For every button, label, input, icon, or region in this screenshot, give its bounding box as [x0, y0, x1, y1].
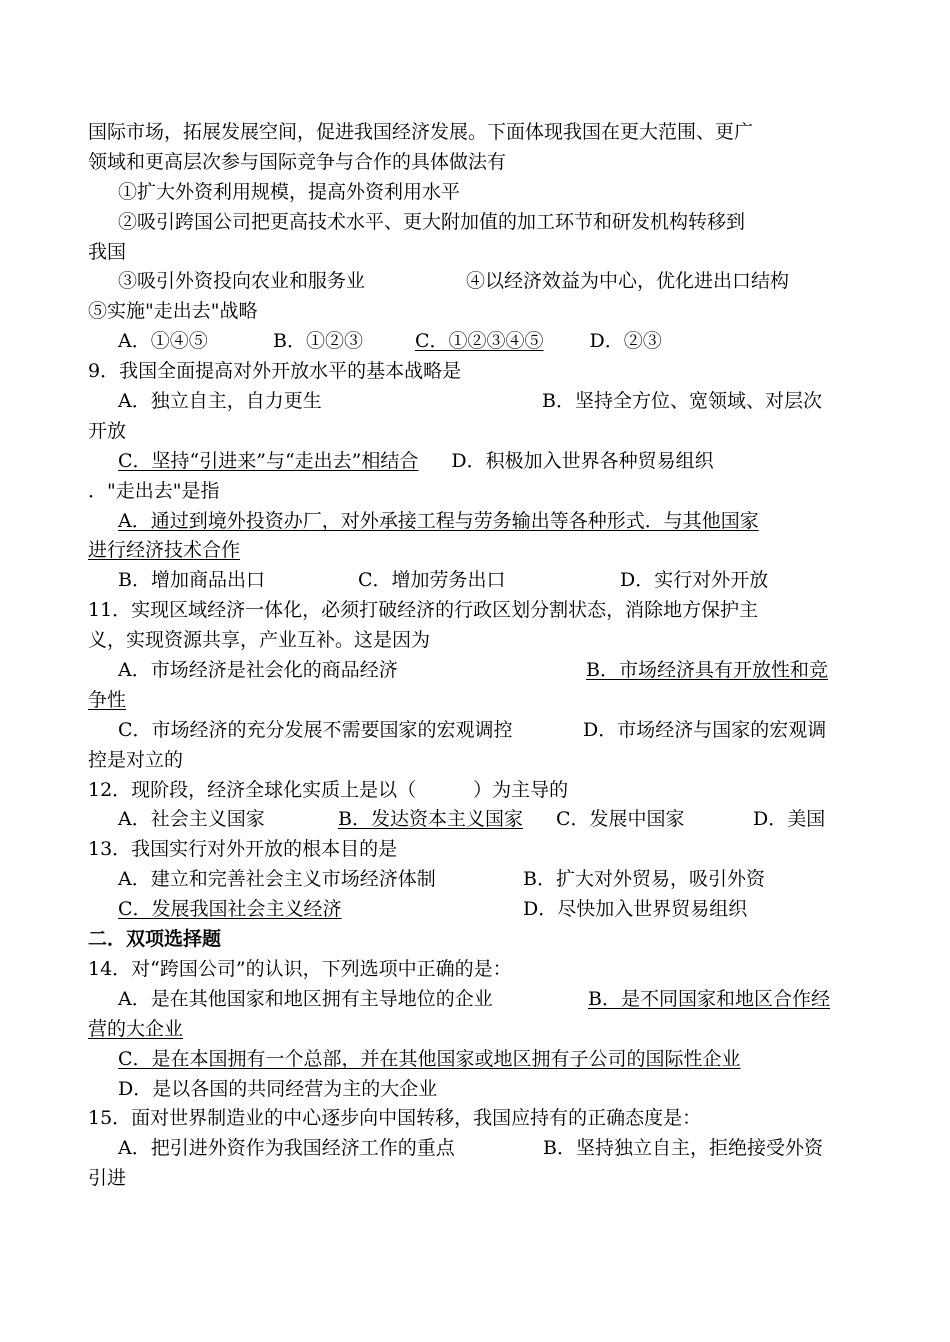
q14-options-ab — [88, 985, 868, 1015]
q8-item-2: ②吸引跨国公司把更高技术水平、更大附加值的加工环节和研发机构转移到 — [118, 210, 746, 233]
q15-option-b: B．坚持独立自主，拒绝接受外资 — [543, 1137, 823, 1160]
section-heading-double-choice: 二．双项选择题 — [88, 928, 222, 951]
q8-stem-line-2: 领域和更高层次参与国际竞争与合作的具体做法有 — [88, 150, 507, 173]
q12-option-d: D．美国 — [752, 808, 826, 831]
q8-items-3-4 — [88, 267, 868, 297]
q13-option-b: B．扩大对外贸易，吸引外资 — [523, 868, 765, 891]
q8-option-b: B．①②③ — [273, 330, 363, 353]
q14-option-b-answer: B．是不同国家和地区合作经 — [588, 987, 830, 1010]
q13-stem: 13．我国实行对外开放的根本目的是 — [88, 838, 398, 861]
q13-option-c-answer: C．发展我国社会主义经济 — [118, 898, 342, 921]
q11-option-b-cont — [88, 686, 868, 716]
q13-option-d: D．尽快加入世界贸易组织 — [523, 898, 748, 921]
q14-option-b-cont — [88, 1015, 868, 1045]
q14-option-a: A．是在其他国家和地区拥有主导地位的企业 — [118, 987, 493, 1010]
q13-options-ab — [88, 865, 868, 895]
q9-option-d: D．积极加入世界各种贸易组织 — [451, 449, 714, 472]
q10-option-a-answer — [88, 507, 868, 537]
q11-option-b-line-2: 争性 — [88, 688, 127, 711]
q14-stem: 14．对“跨国公司”的认识，下列选项中正确的是： — [88, 957, 512, 980]
q13-option-a: A．建立和完善社会主义市场经济体制 — [118, 868, 436, 891]
q9-option-b: B．坚持全方位、宽领域、对层次 — [542, 390, 822, 413]
q11-stem-line-2: 义，实现资源共享，产业互补。这是因为 — [88, 629, 431, 652]
q15-option-a: A．把引进外资作为我国经济工作的重点 — [118, 1137, 455, 1160]
q8-option-c-answer: C．①②③④⑤ — [415, 330, 544, 353]
q9-options-ab — [88, 387, 868, 417]
q14-option-c-row — [88, 1045, 868, 1075]
q13-options-cd — [88, 895, 868, 925]
q14-option-c-answer: C．是在本国拥有一个总部，并在其他国家或地区拥有子公司的国际性企业 — [118, 1047, 741, 1070]
q8-item-4: ④以经济效益为中心，优化进出口结构 — [466, 270, 790, 293]
q9-options-cd — [88, 447, 868, 477]
q10-option-d: D．实行对外开放 — [620, 569, 769, 592]
q11-option-d: D．市场经济与国家的宏观调 — [583, 718, 827, 741]
q8-item-5: ⑤实施"走出去"战略 — [88, 300, 258, 323]
q8-item-1: ①扩大外资利用规模，提高外资利用水平 — [118, 180, 461, 203]
q9-option-b-cont: 开放 — [88, 419, 127, 442]
q10-options-bcd — [88, 566, 868, 596]
q14-option-b-line-2: 营的大企业 — [88, 1017, 184, 1040]
q10-option-a-line-2: 进行经济技术合作 — [88, 539, 241, 562]
q11-option-b-answer: B．市场经济具有开放性和竞 — [586, 659, 828, 682]
q8-item-3: ③吸引外资投向农业和服务业 — [118, 270, 366, 293]
q12-option-b-answer: B．发达资本主义国家 — [338, 808, 523, 831]
q10-stem: ．"走出去"是指 — [88, 479, 220, 502]
q10-option-b: B．增加商品出口 — [118, 569, 265, 592]
q8-option-d: D．②③ — [589, 330, 662, 353]
q9-option-c-answer: C．坚持“引进来”与“走出去”相结合 — [118, 449, 419, 472]
q10-option-a-cont — [88, 536, 868, 566]
q8-options — [88, 327, 868, 357]
q8-item-2-cont: 我国 — [88, 240, 127, 263]
q8-option-a: A．①④⑤ — [118, 330, 208, 353]
q10-option-a-line-1: A．通过到境外投资办厂，对外承接工程与劳务输出等各种形式．与其他国家 — [118, 509, 759, 532]
q9-stem: 9．我国全面提高对外开放水平的基本战略是 — [88, 360, 462, 383]
q9-option-a: A．独立自主，自力更生 — [118, 390, 322, 413]
q11-stem-line-1: 11．实现区域经济一体化，必须打破经济的行政区划分割状态，消除地方保护主 — [88, 599, 759, 622]
q11-options-ab — [88, 656, 868, 686]
q14-option-d: D．是以各国的共同经营为主的大企业 — [118, 1077, 438, 1100]
q15-option-b-cont: 引进 — [88, 1167, 127, 1190]
q12-options — [88, 805, 868, 835]
document-page — [88, 118, 868, 1194]
q11-option-c: C．市场经济的充分发展不需要国家的宏观调控 — [118, 718, 513, 741]
q8-stem-line-1: 国际市场，拓展发展空间，促进我国经济发展。下面体现我国在更大范围、更广 — [88, 121, 754, 143]
q12-option-a: A．社会主义国家 — [118, 808, 265, 831]
q11-option-d-cont: 控是对立的 — [88, 748, 184, 771]
q15-stem: 15．面对世界制造业的中心逐步向中国转移，我国应持有的正确态度是： — [88, 1107, 702, 1130]
q11-options-cd — [88, 716, 868, 746]
q11-option-a: A．市场经济是社会化的商品经济 — [118, 659, 398, 682]
q12-option-c: C．发展中国家 — [555, 808, 685, 831]
q10-option-c: C．增加劳务出口 — [358, 569, 506, 592]
q12-stem: 12．现阶段，经济全球化实质上是以（ ）为主导的 — [88, 778, 569, 801]
q15-options-ab — [88, 1134, 868, 1164]
